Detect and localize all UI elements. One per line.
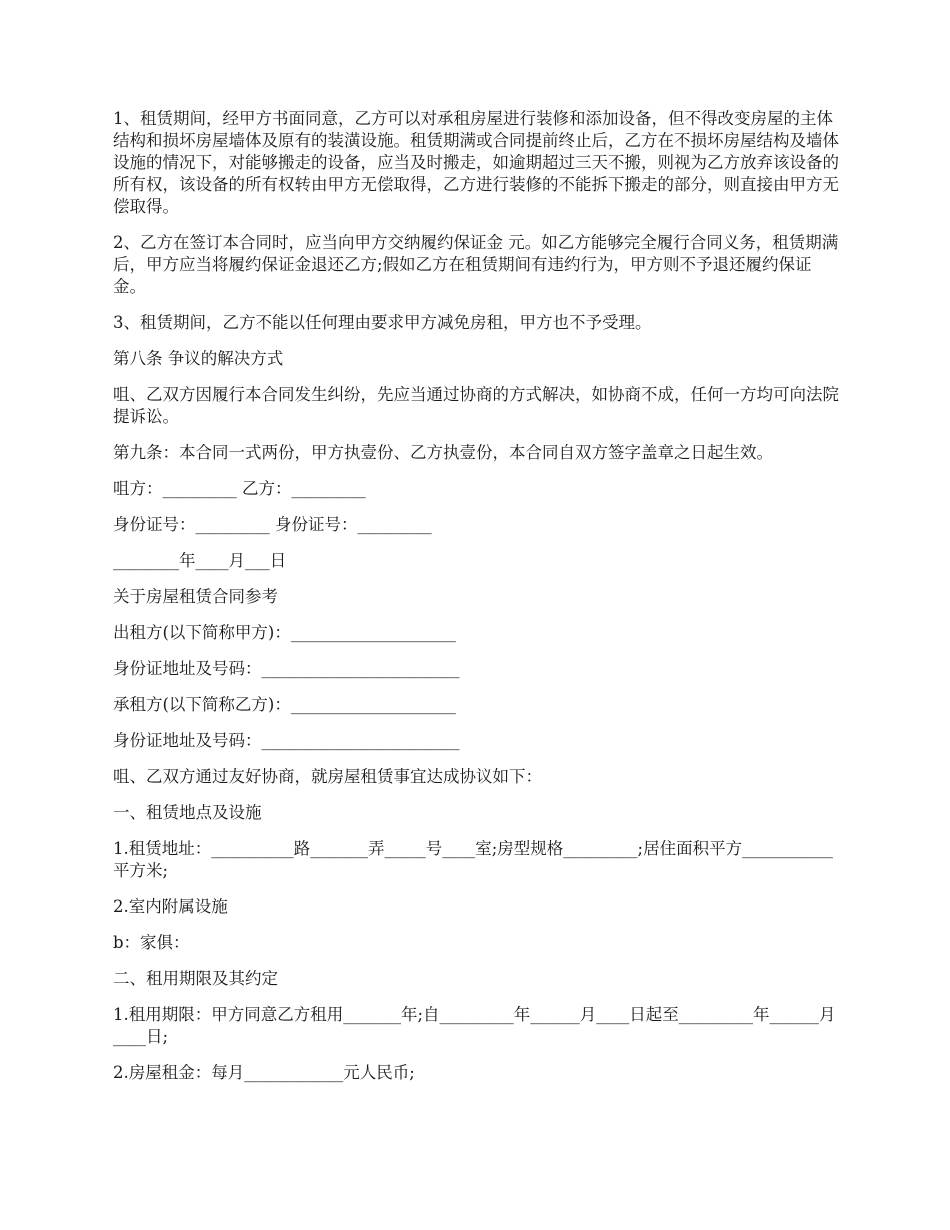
- rental-address-field: 1.租赁地址：__________路_______弄_____号____室;房型规格_________;居住面积平方___________平方米;: [113, 839, 833, 880]
- clause-rent-reduction: 3、租赁期间，乙方不能以任何理由要求甲方减免房租，甲方也不予受理。: [113, 313, 652, 332]
- lessor-field: 出租方(以下简称甲方)：____________________: [113, 623, 456, 642]
- lessee-id-field: 身份证地址及号码：________________________: [113, 731, 460, 750]
- indoor-facilities-heading: 2.室内附属设施: [113, 897, 228, 916]
- signature-id-line: 身份证号：_________ 身份证号：_________: [113, 515, 432, 534]
- section-one-heading: 一、租赁地点及设施: [113, 803, 262, 822]
- lessor-id-field: 身份证地址及号码：________________________: [113, 659, 460, 678]
- furniture-field: b：家俱：: [113, 933, 190, 952]
- clause-deposit: 2、乙方在签订本合同时，应当向甲方交纳履约保证金 元。如乙方能够完全履行合同义务，租赁期满后，甲方应当将履约保证金退还乙方;假如乙方在租赁期间有违约行为，甲方则不予退还履约保证金。: [113, 233, 839, 296]
- article-eight-heading: 第八条 争议的解决方式: [113, 349, 284, 368]
- clause-renovation: 1、租赁期间，经甲方书面同意，乙方可以对承租房屋进行装修和添加设备，但不得改变房屋的主体结构和损坏房屋墙体及原有的装潢设施。租赁期满或合同提前终止后，乙方在不损坏房屋结构及墙体设施的情况下，对能够搬走的设备，应当及时搬走，如逾期超过三天不搬，则视为乙方放弃该设备的所有权，该设备的所有权转由甲方无偿取得，乙方进行装修的不能拆下搬走的部分，则直接由甲方无偿取得。: [113, 109, 839, 216]
- signature-parties-line: 咀方：_________ 乙方：_________: [113, 479, 366, 498]
- dispute-resolution-text: 咀、乙双方因履行本合同发生纠纷，先应当通过协商的方式解决，如协商不成，任何一方均可向法院提诉讼。: [113, 385, 839, 426]
- lease-term-field: 1.租用期限：甲方同意乙方租用_______年;自_________年______月____日起至_________年______月____日;: [113, 1005, 836, 1046]
- reference-contract-title: 关于房屋租赁合同参考: [113, 587, 278, 606]
- monthly-rent-field: 2.房屋租金：每月____________元人民币;: [113, 1063, 415, 1082]
- section-two-heading: 二、租用期限及其约定: [113, 969, 278, 988]
- agreement-intro: 咀、乙双方通过友好协商，就房屋租赁事宜达成协议如下：: [113, 767, 542, 786]
- lessee-field: 承租方(以下简称乙方)：____________________: [113, 695, 456, 714]
- article-nine-text: 第九条：本合同一式两份，甲方执壹份、乙方执壹份，本合同自双方签字盖章之日起生效。: [113, 443, 773, 462]
- signature-date-line: ________年____月___日: [113, 551, 287, 570]
- document-page: [113, 108, 843, 1098]
